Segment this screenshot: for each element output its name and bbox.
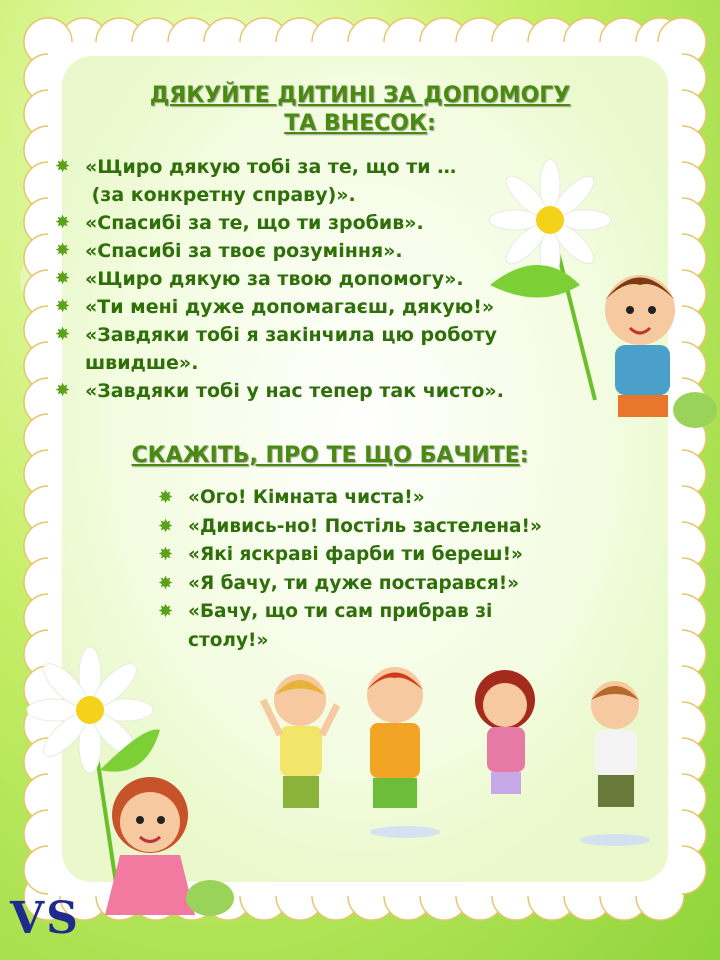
girl-with-daisy-illustration	[25, 630, 255, 930]
section1-heading-colon: :	[426, 111, 436, 136]
flower-bullet-icon: ✸	[55, 156, 71, 177]
list-item-text-continued: швидше».	[85, 352, 199, 374]
list-item	[158, 513, 588, 542]
list-item-text-continued: (за конкретну справу)».	[85, 184, 356, 206]
flower-bullet-icon: ✸	[55, 324, 71, 345]
section1-heading-line2-text: ТА ВНЕСОК	[284, 111, 427, 136]
kid-white-shirt-icon	[591, 681, 639, 807]
list-item	[158, 541, 588, 570]
flower-bullet-icon: ✸	[158, 572, 174, 594]
list-item-text-continued: столу!»	[188, 629, 269, 651]
list-item-text: «Щиро дякую за твою допомогу».	[85, 268, 464, 290]
section2-heading-colon: :	[519, 443, 529, 468]
vs-logo: VS	[10, 893, 80, 944]
flower-bullet-icon: ✸	[158, 544, 174, 565]
list-item-text: «Завдяки тобі у нас тепер так чисто».	[85, 380, 504, 402]
section1-heading	[0, 82, 720, 138]
jumping-children-illustration	[255, 660, 665, 850]
flower-bullet-icon: ✸	[158, 515, 174, 537]
list-item-text: «Дивись-но! Постіль застелена!»	[188, 515, 542, 537]
kid-red-hair-icon	[367, 667, 423, 808]
list-item-text: «Ти мені дуже допомагаєш, дякую!»	[85, 296, 495, 318]
flower-bullet-icon: ✸	[55, 296, 71, 317]
flower-bullet-icon: ✸	[158, 487, 174, 508]
flower-bullet-icon: ✸	[55, 212, 71, 233]
boy-with-daisy-illustration	[480, 150, 720, 450]
list-item-text: «Ого! Кімната чиста!»	[188, 487, 425, 508]
list-item-text: «Завдяки тобі я закінчила цю роботу	[85, 324, 497, 346]
list-item-text: «Спасибі за твоє розуміння».	[85, 240, 403, 262]
girl-figure-icon	[105, 777, 234, 916]
list-item-text: «Які яскраві фарби ти береш!»	[188, 544, 523, 565]
flower-bullet-icon: ✸	[158, 601, 174, 622]
list-item-text: «Бачу, що ти сам прибрав зі	[188, 601, 493, 622]
list-item	[158, 570, 588, 599]
list-item-text: «Я бачу, ти дуже постарався!»	[188, 572, 520, 594]
boy-figure-icon	[605, 275, 717, 428]
section1-heading-line2	[284, 111, 436, 136]
list-item-text: «Щиро дякую тобі за те, що ти …	[85, 156, 457, 178]
list-item-text: «Спасибі за те, що ти зробив».	[85, 212, 424, 234]
flower-bullet-icon: ✸	[55, 240, 71, 261]
section2-heading-text: СКАЖІТЬ, ПРО ТЕ ЩО БАЧИТЕ	[131, 443, 520, 468]
kid-yellow-shirt-icon	[263, 674, 337, 808]
flower-bullet-icon: ✸	[55, 380, 71, 401]
kid-girl-curly-icon	[475, 670, 535, 794]
list-item	[158, 484, 588, 513]
flower-bullet-icon: ✸	[55, 268, 71, 289]
section1-heading-line1: ДЯКУЙТЕ ДИТИНІ ЗА ДОПОМОГУ	[149, 83, 571, 108]
